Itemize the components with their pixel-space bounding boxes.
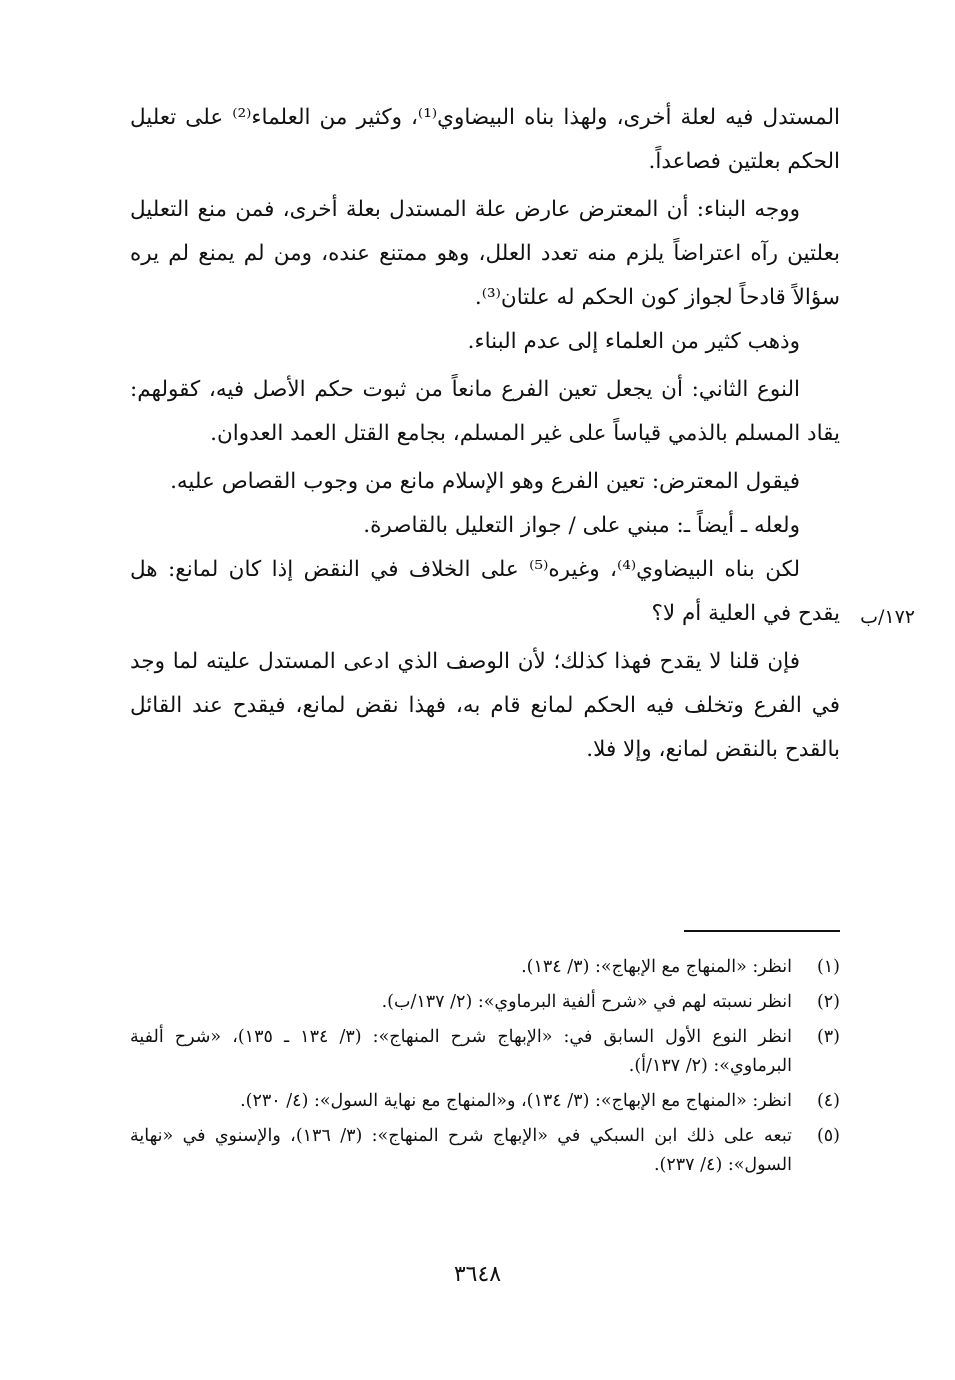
paragraph-2: ووجه البناء: أن المعترض عارض علة المستدل بعلة أخرى، فمن منع التعليل بعلتين رآه اعتراضاً يلزم منه تعدد العلل، وهو ممتنع عنده، ومن لم يمنع لم يره سؤالاً قادحاً لجواز كون الحكم له علتان⁽³⁾. [130, 197, 840, 310]
footnote-number: (٣) [816, 1027, 840, 1047]
footnote-1 [130, 953, 840, 982]
footnote-number: (٥) [816, 1126, 840, 1146]
footnote-number: (٤) [816, 1091, 840, 1111]
footnote-separator [684, 930, 840, 932]
folio-margin-note: ١٧٢/ب [860, 606, 915, 628]
footnote-text: انظر: «المنهاج مع الإبهاج»: (٣/ ١٣٤). [521, 957, 792, 977]
paragraph-8: فإن قلنا لا يقدح فهذا كذلك؛ لأن الوصف الذي ادعى المستدل عليته لما وجد في الفرع وتخلف فيه الحكم لمانع قام به، فهذا نقض لمانع، فيقدح عند القائل بالقدح بالنقض لمانع، وإلا فلا. [130, 649, 840, 762]
footnote-text: انظر: «المنهاج مع الإبهاج»: (٣/ ١٣٤)، و«المنهاج مع نهاية السول»: (٤/ ٢٣٠). [240, 1091, 792, 1111]
paragraph-3: وذهب كثير من العلماء إلى عدم البناء. [467, 329, 800, 354]
footnote-text: انظر نسبته لهم في «شرح ألفية البرماوي»: (٢/ ١٣٧/ب). [381, 992, 792, 1012]
paragraph-4: النوع الثاني: أن يجعل تعين الفرع مانعاً من ثبوت حكم الأصل فيه، كقولهم: يقاد المسلم بالذمي قياساً على غير المسلم، بجامع القتل العمد العدوان. [130, 377, 840, 446]
footnote-text: تبعه على ذلك ابن السبكي في «الإبهاج شرح المنهاج»: (٣/ ١٣٦)، والإسنوي في «نهاية السول»: (٤/ ٢٣٧). [130, 1126, 792, 1175]
paragraph-6: ولعله ـ أيضاً ـ: مبني على / جواز التعليل بالقاصرة. [363, 513, 800, 538]
footnote-4 [130, 1087, 840, 1116]
footnote-text: انظر النوع الأول السابق في: «الإبهاج شرح المنهاج»: (٣/ ١٣٤ ـ ١٣٥)، «شرح ألفية البرماوي»: (٢/ ١٣٧/أ). [130, 1027, 792, 1076]
paragraph-7: لكن بناه البيضاوي⁽⁴⁾، وغيره⁽⁵⁾ على الخلاف في النقض إذا كان لمانع: هل يقدح في العلية أم لا؟ [130, 557, 840, 626]
footnotes [130, 953, 840, 1186]
footnote-number: (١) [816, 957, 840, 977]
footnote-3 [130, 1023, 840, 1081]
main-text [130, 96, 840, 772]
page-number: ٣٦٤٨ [453, 1262, 502, 1287]
footnote-number: (٢) [816, 992, 840, 1012]
footnote-5 [130, 1122, 840, 1180]
paragraph-5: فيقول المعترض: تعين الفرع وهو الإسلام مانع من وجوب القصاص عليه. [170, 469, 800, 494]
paragraph-1: المستدل فيه لعلة أخرى، ولهذا بناه البيضاوي⁽¹⁾، وكثير من العلماء⁽²⁾ على تعليل الحكم بعلتين فصاعداً. [130, 105, 840, 174]
footnote-2 [130, 988, 840, 1017]
